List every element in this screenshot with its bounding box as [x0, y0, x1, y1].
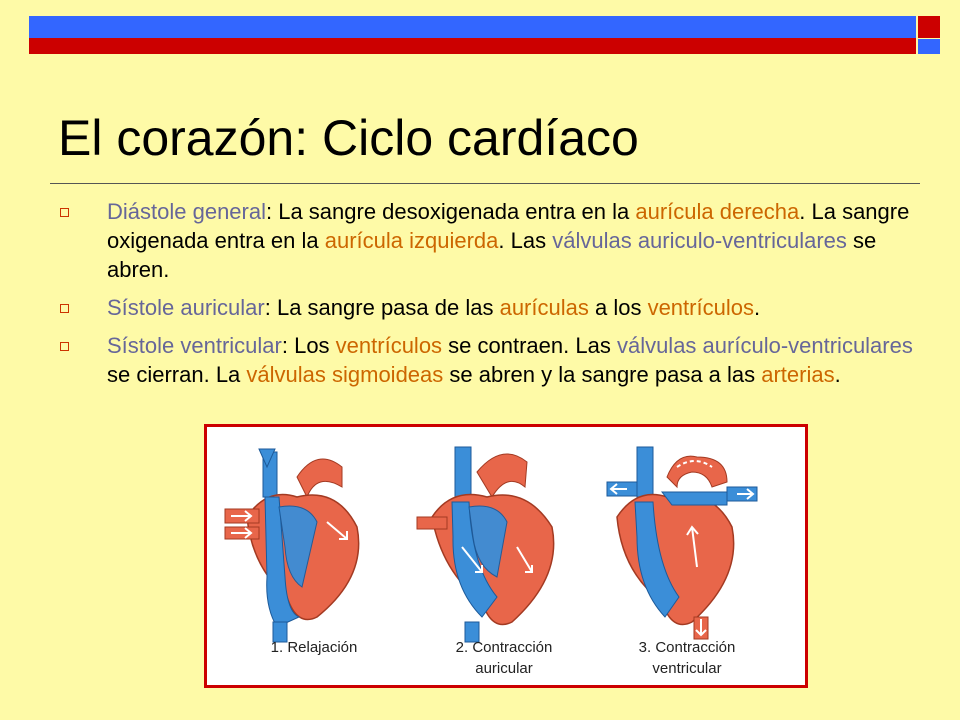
text-segment: se abren y la sangre pasa a las: [443, 362, 762, 387]
highlighted-term: arterias: [761, 362, 835, 387]
caption-line: 3. Contracción: [638, 639, 736, 656]
caption-relaxation: [249, 637, 379, 658]
highlighted-term: Sístole auricular: [107, 295, 265, 320]
bullet-text: [107, 333, 913, 387]
highlighted-term: Diástole general: [107, 199, 266, 224]
text-segment: : La sangre desoxigenada entra en la: [265, 199, 636, 224]
caption-line: ventricular: [652, 660, 722, 677]
title-divider: [50, 183, 920, 184]
caption-line: 2. Contracción: [455, 639, 553, 656]
square-bullet-icon: [60, 304, 69, 313]
bullet-text: [107, 199, 909, 282]
text-segment: : Los: [281, 333, 336, 358]
caption-line: auricular: [475, 660, 533, 677]
slide-title: El corazón: Ciclo cardíaco: [58, 110, 639, 166]
text-segment: .: [834, 362, 841, 387]
bullet-item-sistole-auricular: [60, 293, 920, 322]
top-decor-square-blue: [918, 39, 940, 54]
highlighted-term: válvulas auriculo-ventriculares: [552, 228, 847, 253]
text-segment: se cierran. La: [107, 362, 247, 387]
square-bullet-icon: [60, 342, 69, 351]
top-decor-square-red: [918, 16, 940, 38]
caption-atrial-contraction: [419, 637, 589, 679]
text-segment: . Las: [498, 228, 553, 253]
highlighted-term: ventrículos: [335, 333, 443, 358]
bullet-item-diastole: [60, 197, 920, 284]
heart-diagram-ventricular-contraction: [607, 447, 757, 639]
square-bullet-icon: [60, 208, 69, 217]
highlighted-term: válvulas sigmoideas: [246, 362, 444, 387]
text-segment: a los: [588, 295, 648, 320]
highlighted-term: aurículas: [499, 295, 589, 320]
bullet-text: [107, 295, 760, 320]
text-segment: .: [753, 295, 761, 320]
top-decor-bar-blue: [29, 16, 916, 38]
bullet-item-sistole-ventricular: [60, 331, 920, 389]
text-segment: . La sangre oxigenada entra en la: [107, 199, 910, 253]
highlighted-term: ventrículos: [647, 295, 754, 320]
text-segment: se abren.: [107, 228, 877, 282]
highlighted-term: válvulas aurículo-ventriculares: [616, 333, 913, 358]
highlighted-term: aurícula izquierda: [324, 228, 499, 253]
heart-diagram-atrial-contraction: [417, 447, 554, 642]
heart-diagram-relaxation: [225, 449, 359, 642]
text-segment: : La sangre pasa de las: [264, 295, 500, 320]
highlighted-term: Sístole ventricular: [107, 333, 282, 358]
highlighted-term: aurícula derecha: [635, 199, 800, 224]
text-segment: se contraen. Las: [442, 333, 617, 358]
cardiac-cycle-figure: [204, 424, 808, 688]
bullet-list: [60, 197, 920, 398]
top-decor-bar-red: [29, 38, 916, 54]
caption-ventricular-contraction: [602, 637, 772, 679]
caption-line: 1. Relajación: [270, 639, 358, 656]
